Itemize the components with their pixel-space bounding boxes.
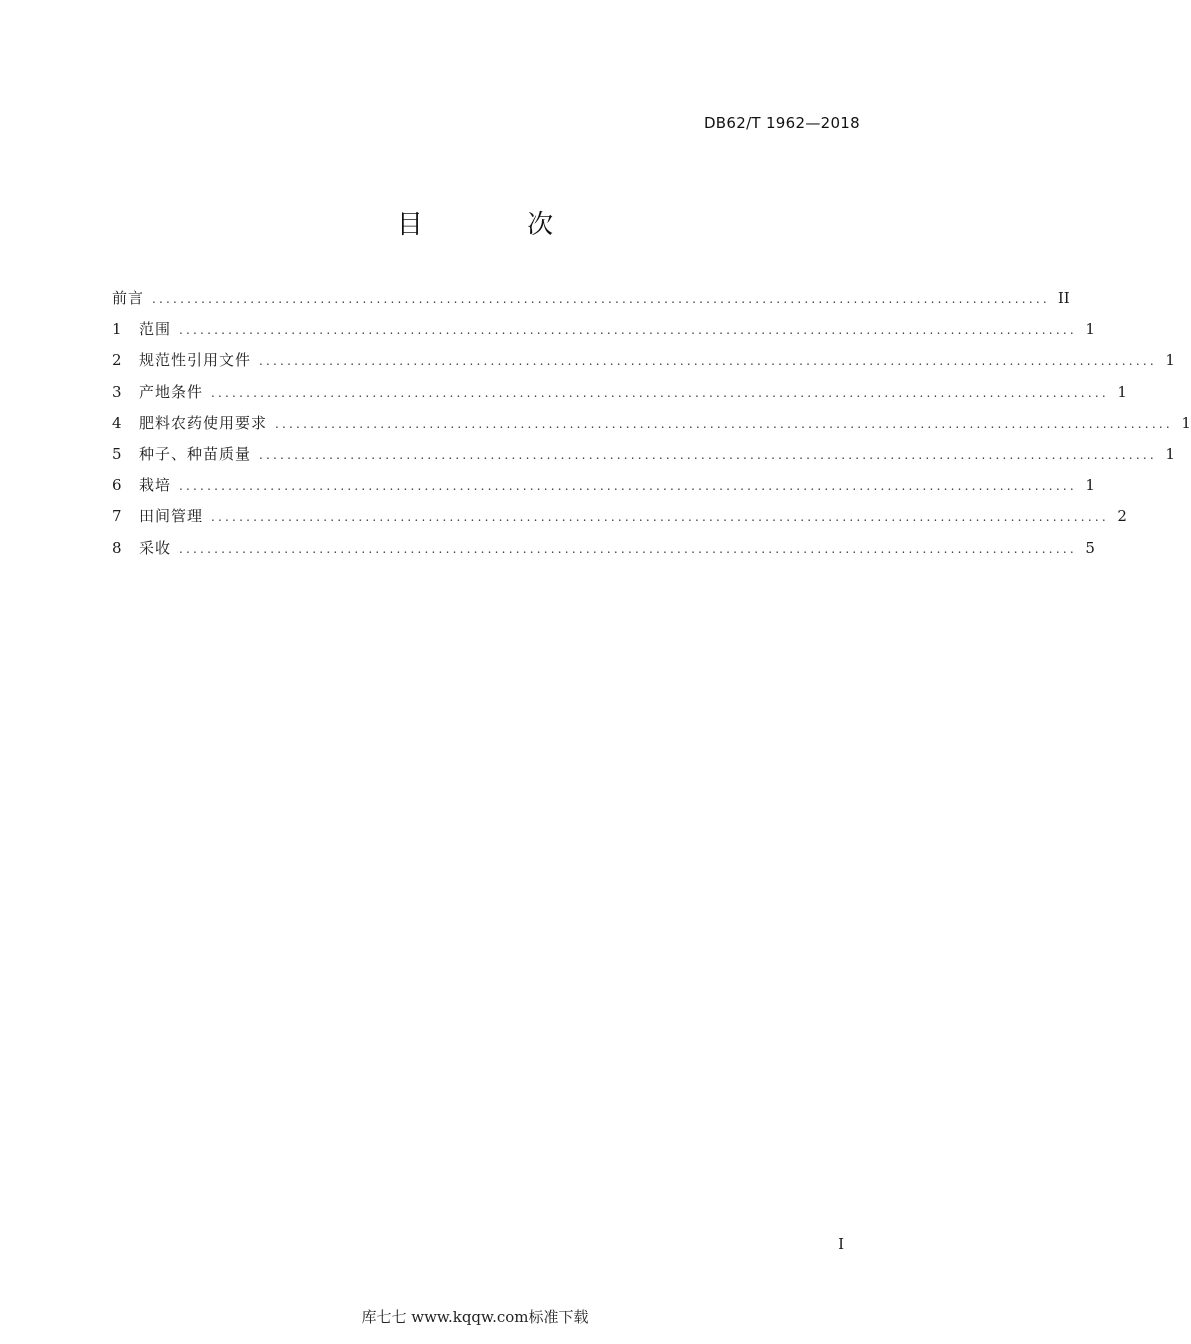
toc-entry-scope[interactable] [112,317,1095,348]
toc-leader-dots: ................................................................................................................................ [179,541,1077,556]
toc-entry-label: 规范性引用文件 [139,351,252,370]
footer-watermark-text: 库七七 www.kqqw.com标准下载 [361,1308,589,1326]
toc-entry-field-management[interactable] [112,504,1127,535]
toc-entry-number: 4 [112,413,122,432]
table-of-contents [112,286,1191,567]
toc-entry-foreword[interactable] [112,286,1070,317]
toc-entry-label: 前言 [112,289,145,307]
toc-leader-dots: ................................................................................................................................ [275,416,1173,431]
toc-entry-number: 6 [112,476,122,495]
toc-leader-dots: ................................................................................................................................ [259,354,1157,369]
toc-entry-page: 1 [1117,382,1127,401]
toc-entry-number: 7 [112,507,122,526]
toc-leader-dots: ................................................................................................................................ [179,323,1077,338]
toc-leader-dots: ................................................................................................................................ [179,479,1077,494]
toc-entry-number: 3 [112,382,122,401]
toc-entry-number: 5 [112,444,122,463]
toc-leader-dots: ................................................................................................................................ [211,385,1109,400]
toc-entry-number: 1 [112,320,122,339]
toc-entry-page: 1 [1165,351,1175,370]
toc-entry-page: 1 [1085,476,1095,495]
toc-entry-seed-quality[interactable] [112,442,1175,473]
toc-entry-cultivation[interactable] [112,473,1095,504]
toc-entry-label: 肥料农药使用要求 [139,413,268,432]
toc-entry-label: 采收 [139,538,172,557]
toc-entry-label: 种子、种苗质量 [139,444,252,463]
toc-entry-page: II [1057,289,1070,307]
toc-entry-page: 5 [1085,538,1095,557]
toc-entry-page: 1 [1165,444,1175,463]
toc-entry-page: 2 [1117,507,1127,526]
toc-entry-fertilizer-pesticide[interactable] [112,411,1191,442]
toc-entry-label: 田间管理 [139,507,204,526]
toc-title: 目 次 [396,210,602,240]
page-number: I [838,1235,844,1253]
toc-leader-dots: ................................................................................................................................ [211,510,1109,525]
toc-entry-normative-references[interactable] [112,348,1175,379]
toc-entry-harvest[interactable] [112,536,1095,567]
toc-entry-label: 产地条件 [139,382,204,401]
toc-leader-dots: ................................................................................................................................ [259,447,1157,462]
toc-leader-dots: ................................................................................................................................ [152,292,1050,306]
toc-entry-number: 2 [112,351,122,370]
toc-entry-label: 栽培 [139,476,172,495]
toc-entry-number: 8 [112,538,122,557]
toc-entry-page: 1 [1181,413,1191,432]
toc-entry-page: 1 [1085,320,1095,339]
document-code: DB62/T 1962—2018 [703,114,860,132]
toc-entry-production-conditions[interactable] [112,380,1127,411]
toc-entry-label: 范围 [139,320,172,339]
